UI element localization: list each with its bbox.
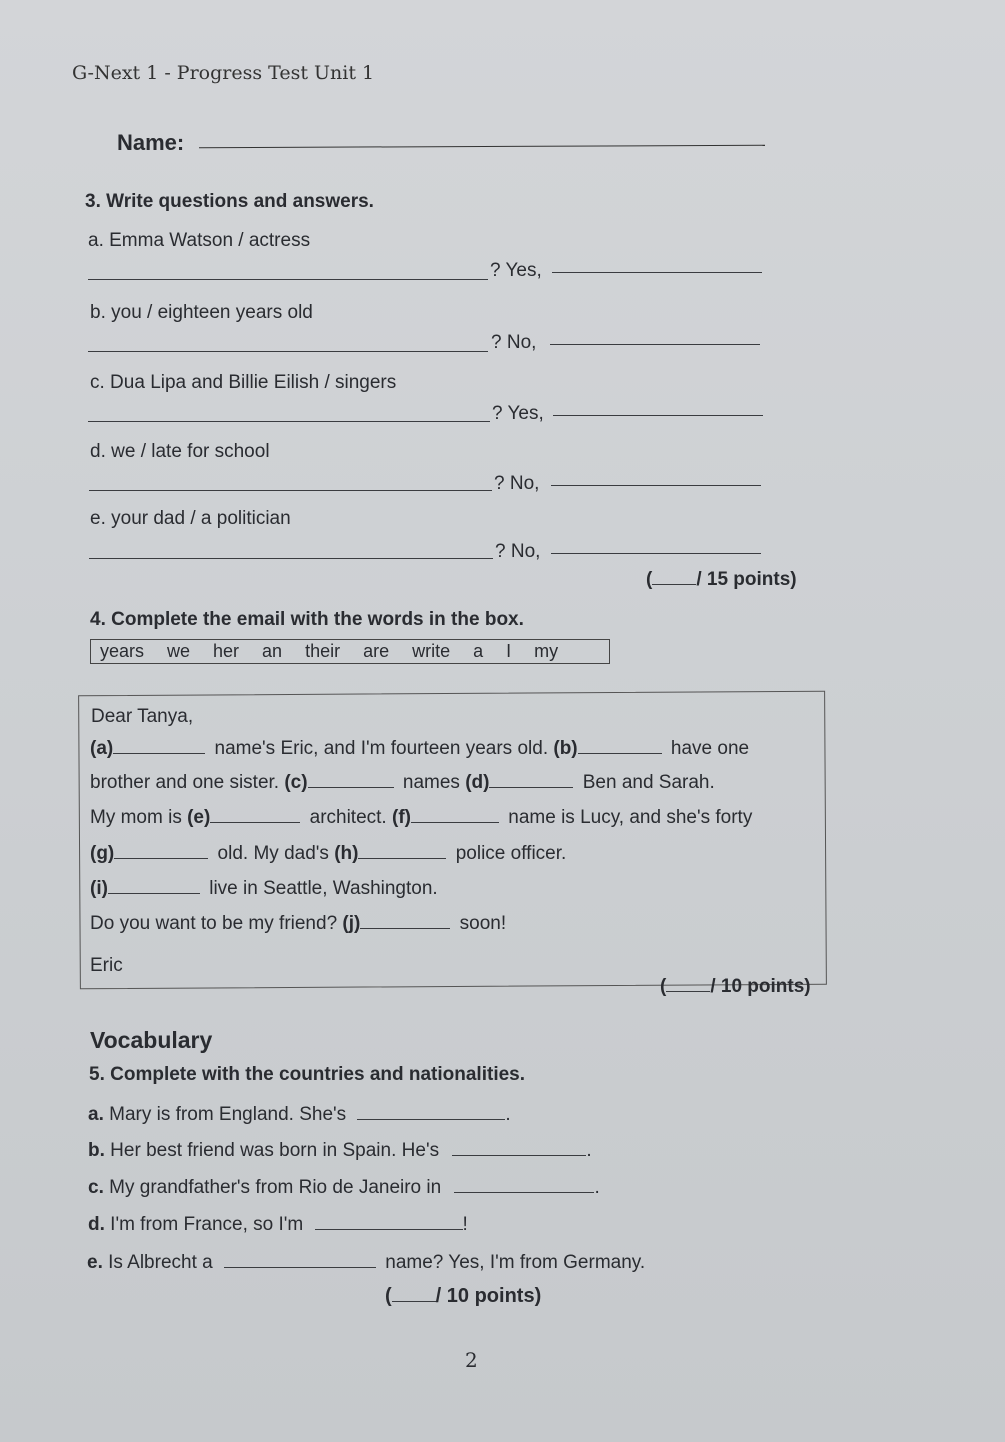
word-box-item: her: [213, 641, 240, 661]
word-box-item: a: [473, 641, 484, 661]
section3-points-total: / 15 points): [696, 569, 797, 590]
vocab-text-e: Is Albrecht a: [108, 1252, 213, 1273]
vocab-e-field[interactable]: [224, 1266, 376, 1268]
item-c-prompt: c. Dua Lipa and Billie Eilish / singers: [90, 372, 397, 393]
blank-c-field[interactable]: [308, 786, 394, 788]
item-c-question-field[interactable]: [88, 421, 490, 422]
blank-j-field[interactable]: [360, 927, 450, 929]
section3-points-open: (: [646, 569, 653, 590]
blank-label-e: (e): [187, 807, 211, 828]
vocab-label-c: c.: [88, 1177, 104, 1198]
email-greeting: Dear Tanya,: [91, 706, 194, 727]
email-text: live in Seattle, Washington.: [209, 878, 438, 899]
item-e-answer-field[interactable]: [551, 553, 761, 554]
blank-a-field[interactable]: [113, 752, 205, 754]
email-text: Ben and Sarah.: [582, 772, 715, 793]
vocab-a-field[interactable]: [357, 1118, 505, 1120]
blank-label-c: (c): [284, 772, 308, 793]
blank-h-field[interactable]: [358, 857, 446, 859]
item-d-answer-field[interactable]: [551, 485, 761, 486]
email-line-4: [90, 843, 566, 865]
word-box-item: years: [100, 641, 145, 661]
word-box-item: their: [305, 641, 341, 661]
blank-d-field[interactable]: [489, 786, 573, 788]
blank-label-h: (h): [334, 843, 359, 864]
email-box: [78, 691, 827, 990]
blank-f-field[interactable]: [411, 821, 499, 823]
email-text: name's Eric, and I'm fourteen years old.: [214, 738, 549, 759]
item-d-question-field[interactable]: [89, 490, 492, 491]
vocabulary-heading: Vocabulary: [90, 1027, 213, 1053]
vocab-item-b: b. Her best friend was born in Spain. He's .: [88, 1140, 592, 1161]
email-line-5: [90, 878, 438, 900]
section5-points: [385, 1285, 541, 1308]
email-line-6: [90, 913, 506, 935]
section4-points-total: / 10 points): [710, 976, 811, 997]
blank-g-field[interactable]: [114, 857, 208, 859]
word-box-item: we: [167, 641, 191, 661]
item-e-question-field[interactable]: [89, 558, 493, 559]
email-text: police officer.: [455, 843, 567, 864]
item-b-answer-start: ? No,: [491, 332, 537, 353]
email-text: names: [402, 772, 460, 793]
name-field[interactable]: [199, 145, 765, 148]
vocab-label-d: d.: [88, 1214, 105, 1235]
vocab-text-e-after: name? Yes, I'm from Germany.: [385, 1252, 646, 1273]
vocab-b-field[interactable]: [452, 1154, 586, 1156]
email-line-3: [90, 807, 752, 829]
vocab-item-e: [87, 1252, 645, 1274]
vocab-label-a: a.: [88, 1104, 104, 1125]
section4-points: [660, 976, 811, 998]
item-b-question-field[interactable]: [88, 351, 488, 352]
blank-label-i: (i): [90, 878, 108, 899]
word-box: [90, 639, 610, 664]
item-d-answer-start: ? No,: [494, 473, 540, 494]
blank-label-g: (g): [90, 843, 115, 864]
email-text: old. My dad's: [217, 843, 329, 864]
section5-score-field[interactable]: [392, 1300, 436, 1302]
name-label: Name:: [117, 130, 185, 155]
section3-title: 3. Write questions and answers.: [85, 191, 374, 212]
email-text: architect.: [309, 807, 387, 828]
vocab-item-c: c. My grandfather's from Rio de Janeiro in .: [88, 1177, 600, 1198]
blank-label-a: (a): [90, 738, 114, 759]
email-text: My mom is: [90, 807, 182, 828]
blank-i-field[interactable]: [108, 892, 200, 894]
item-b-prompt: b. you / eighteen years old: [90, 302, 313, 323]
blank-label-f: (f): [392, 807, 411, 828]
blank-e-field[interactable]: [210, 821, 300, 823]
section4-score-field[interactable]: [666, 990, 710, 992]
vocab-label-b: b.: [88, 1140, 105, 1161]
section3-score-field[interactable]: [652, 583, 696, 585]
item-c-answer-field[interactable]: [553, 415, 763, 416]
item-a-answer-start: ? Yes,: [490, 260, 542, 281]
item-d-prompt: d. we / late for school: [90, 441, 270, 462]
item-a-question-field[interactable]: [88, 279, 488, 280]
vocab-label-e: e.: [87, 1252, 103, 1273]
item-e-prompt: e. your dad / a politician: [90, 508, 291, 529]
section3-points: [646, 569, 797, 591]
word-box-item: I: [506, 641, 512, 661]
email-line-1: [90, 738, 749, 760]
email-line-2: [90, 772, 715, 794]
email-text: Do you want to be my friend?: [90, 913, 338, 934]
test-header: G-Next 1 - Progress Test Unit 1: [72, 62, 375, 84]
vocab-item-d: d. I'm from France, so I'm !: [88, 1214, 468, 1235]
section5-points-total: / 10 points): [435, 1285, 542, 1307]
blank-label-b: (b): [553, 738, 578, 759]
section5-points-open: (: [385, 1285, 392, 1307]
item-e-answer-start: ? No,: [495, 541, 541, 562]
item-a-prompt: a. Emma Watson / actress: [88, 230, 311, 251]
blank-b-field[interactable]: [578, 752, 662, 754]
word-box-item: are: [363, 641, 390, 661]
item-a-answer-field[interactable]: [552, 272, 762, 273]
page-number: 2: [465, 1348, 478, 1372]
email-text: brother and one sister.: [90, 772, 280, 793]
section5-title: 5. Complete with the countries and nationalities.: [89, 1064, 526, 1085]
vocab-c-field[interactable]: [454, 1191, 594, 1193]
email-text: name is Lucy, and she's forty: [508, 807, 753, 828]
email-signoff: Eric: [90, 955, 123, 976]
blank-label-d: (d): [465, 772, 490, 793]
word-box-item: my: [534, 641, 559, 661]
vocab-text-a: Mary is from England. She's: [109, 1104, 347, 1125]
word-box-item: write: [412, 641, 451, 661]
vocab-text-c: My grandfather's from Rio de Janeiro in: [109, 1177, 442, 1198]
section4-title: 4. Complete the email with the words in the box.: [90, 609, 524, 630]
vocab-d-field[interactable]: [315, 1228, 463, 1230]
item-c-answer-start: ? Yes,: [492, 403, 544, 424]
section4-points-open: (: [660, 976, 667, 997]
word-box-item: an: [262, 641, 283, 661]
email-text: have one: [670, 738, 750, 759]
vocab-text-b: Her best friend was born in Spain. He's: [110, 1140, 440, 1161]
blank-label-j: (j): [342, 913, 361, 934]
vocab-text-d: I'm from France, so I'm: [110, 1214, 304, 1235]
email-text: soon!: [459, 913, 507, 934]
vocab-item-a: a. Mary is from England. She's .: [88, 1104, 511, 1125]
item-b-answer-field[interactable]: [550, 344, 760, 345]
